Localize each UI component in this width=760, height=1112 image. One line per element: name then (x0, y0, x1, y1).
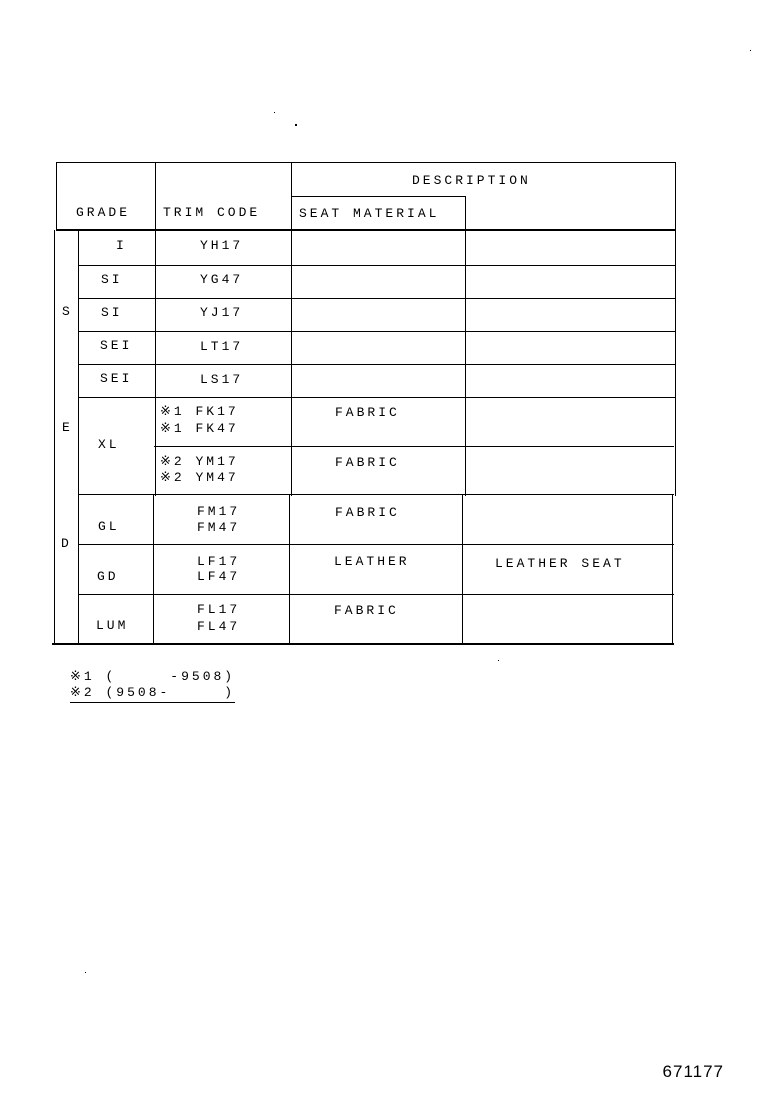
trim-code-cell: LF47 (197, 569, 241, 584)
trim-code-header: TRIM CODE (163, 205, 261, 220)
table-left-border (54, 230, 55, 644)
trim-code-cell: YJ17 (200, 305, 244, 320)
row-divider (78, 364, 676, 365)
trim-code-cell: FL17 (197, 602, 241, 617)
row-divider (78, 331, 676, 332)
grade-cell: GL (98, 519, 120, 534)
table-top-border (56, 162, 676, 163)
body-type-column-rule (78, 230, 79, 644)
seat-material-cell: FABRIC (335, 505, 400, 520)
row-divider (78, 298, 676, 299)
trim-code-cell: ※1 FK17 (160, 404, 239, 419)
grade-cell: XL (98, 437, 120, 452)
row-divider (154, 446, 674, 447)
trim-code-cell: LF17 (197, 554, 241, 569)
grade-cell: GD (97, 569, 119, 584)
row-divider (78, 494, 674, 495)
seat-material-cell: FABRIC (335, 405, 400, 420)
grade-column-rule (155, 162, 156, 496)
grade-cell: SI (101, 305, 123, 320)
seat-material-column-rule (462, 494, 463, 644)
trim-code-cell: ※2 YM17 (160, 454, 239, 469)
seat-material-header-top (292, 196, 465, 197)
trim-code-cell: YG47 (200, 272, 244, 287)
description-header: DESCRIPTION (412, 173, 531, 188)
footnote: ※1 ( -9508) (70, 669, 236, 684)
footnote: ※2 (9508- ) (70, 685, 235, 703)
seat-material-column-rule (465, 196, 466, 496)
trim-code-cell: FL47 (197, 619, 241, 634)
scan-speck (750, 50, 751, 51)
scan-speck (295, 124, 297, 126)
seat-material-cell: FABRIC (335, 455, 400, 470)
row-divider (78, 265, 676, 266)
trim-code-cell: FM47 (197, 520, 241, 535)
body-type-letter: D (61, 536, 72, 551)
trim-code-column-rule (291, 162, 292, 496)
scan-speck (274, 112, 275, 113)
trim-code-cell: ※2 YM47 (160, 470, 239, 485)
table-right-border (675, 162, 676, 496)
grade-cell: SEI (100, 371, 133, 386)
grade-header: GRADE (76, 205, 131, 220)
trim-code-column-rule (289, 494, 290, 644)
trim-code-cell: FM17 (197, 504, 241, 519)
seat-material-cell: LEATHER (334, 554, 410, 569)
grade-cell: SEI (100, 338, 133, 353)
table-left-border (56, 162, 57, 230)
trim-code-cell: LS17 (200, 372, 244, 387)
table-right-border (672, 494, 673, 644)
body-type-letter: E (62, 420, 73, 435)
table-bottom-border (52, 643, 674, 645)
trim-code-cell: LT17 (200, 339, 244, 354)
row-divider (78, 397, 676, 398)
description-note-cell: LEATHER SEAT (495, 556, 625, 571)
scan-speck (85, 972, 86, 973)
header-bottom-rule (56, 229, 676, 231)
seat-material-cell: FABRIC (334, 603, 399, 618)
seat-material-header: SEAT MATERIAL (299, 206, 440, 221)
grade-cell: SI (101, 272, 123, 287)
scan-speck (498, 660, 499, 661)
body-type-letter: S (62, 304, 73, 319)
grade-column-rule (153, 494, 154, 644)
grade-cell: LUM (96, 618, 129, 633)
row-divider (78, 544, 674, 545)
row-divider (78, 594, 674, 595)
grade-cell: I (116, 238, 127, 253)
document-number: 671177 (662, 1062, 724, 1081)
trim-code-cell: YH17 (200, 238, 244, 253)
trim-code-cell: ※1 FK47 (160, 421, 239, 436)
